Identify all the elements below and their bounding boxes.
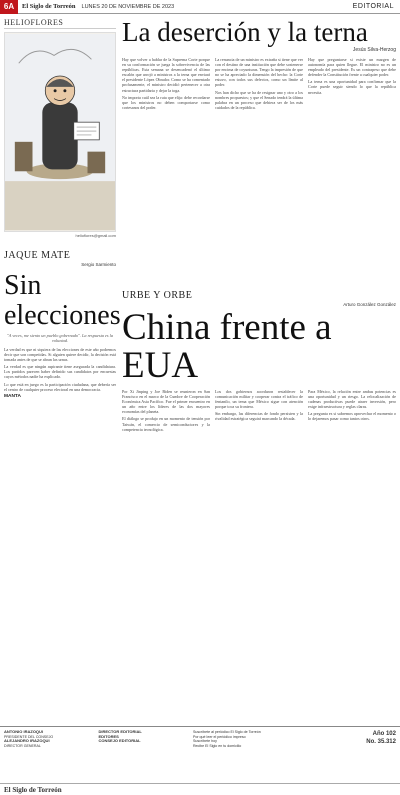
cartoon-credit: helioflores@gmail.com — [75, 233, 116, 238]
column-body — [122, 389, 396, 434]
footer-line: CONSEJO EDITORIAL — [98, 738, 141, 743]
page-number: 6A — [0, 0, 18, 14]
subscription-benefit: Recibe El Siglo en tu domicilio — [192, 743, 242, 748]
footer-edition — [324, 730, 396, 778]
paragraph: Los dos gobiernos acordaron restablecer la comunicación militar y cooperar contra el tráfico de fentanilo, un tema que México sigue con atención porque toca su frontera. — [215, 389, 303, 410]
column-headline: China frente a EUA — [122, 307, 332, 386]
edition-number: No. 35.312 — [366, 739, 396, 745]
footer-editors — [98, 730, 188, 778]
paragraph: La pregunta es si sabremos aprovechar el momento o lo dejaremos pasar como tantos otros. — [308, 411, 396, 422]
footer-line: ALEJANDRO IRAZOQUI — [4, 738, 50, 743]
cartoon-kicker: HELIOFLORES — [4, 18, 116, 29]
subscription-benefit: Suscríbete hoy — [192, 739, 217, 744]
column-headline: Sin elecciones — [4, 270, 121, 331]
paragraph: La renuncia de un ministro es extraña si tiene que ver con el destino de una institución que debe sostenerse por encima de coyunturas. Tengo la impresión de que no se ha apreciado la dimensión del hecho: la Corte estuvo, con todos sus defectos, como un límite al poder. — [215, 57, 303, 88]
jaque-mate-column — [4, 250, 121, 399]
editorial-column-1 — [122, 57, 210, 112]
footer-line: DIRECTOR EDITORIAL — [98, 729, 142, 734]
footer-directory — [4, 730, 94, 778]
paragraph: El diálogo se produjo en un momento de tensión por Taiwán, el comercio de semiconductores y la competencia tecnológica. — [122, 416, 210, 432]
footer-subscription — [193, 730, 320, 778]
paragraph: Lo que está en juego es la participación ciudadana, que debería ser el centro de cualquier proceso electoral en una democracia. — [4, 381, 116, 392]
column-dek: "A veces, me siento un pueblo gobernado". La respuesta es la voluntad. — [6, 333, 113, 343]
column-body — [4, 347, 116, 392]
footer-line: PRESIDENTE DEL CONSEJO — [4, 734, 54, 739]
paragraph: La verdad es que ningún aspirante tiene asegurada la candidatura. Los partidos parecen haber definido sus candidatos por encuestas cuyos métodos nadie ha explicado. — [4, 364, 116, 380]
subscription-title: Suscríbete al periódico El Siglo de Torreón — [192, 730, 261, 734]
column-title: JAQUE MATE — [4, 250, 71, 261]
footer-line: EDITORES — [98, 733, 119, 739]
section-label: EDITORIAL — [352, 3, 394, 10]
editorial-headline: La deserción y la terna — [122, 17, 368, 47]
footer-line: ANTONIO IRAZOQUI — [4, 729, 44, 734]
paragraph: La verdad es que ni siquiera de las elecciones de este año podremos decir que son competidas. Si alguien quiere decidir, la decisión está tomada antes de que se abran las urnas. — [4, 347, 116, 363]
paragraph: Hay que volver a hablar de la Suprema Corte porque en su conformación se juega la sobrevivencia de las repúblicas. Esta semana se desencadenó el último escalón que arrojó a ministros a la terna que enviará el presidente López Obrador. Como se ha comentado profusamente, el ministro decidió pertenecer a otra estructura partidaria y dejar la toga. — [122, 57, 210, 93]
editorial-article — [122, 18, 396, 112]
date: LUNES 20 DE NOVIEMBRE DE 2023 — [81, 3, 175, 10]
paragraph: Para México, la relación entre ambas potencias es una oportunidad y un riesgo. La relocalización de cadenas productivas puede atraer inversión, pero exige infraestructura y reglas claras. — [308, 389, 396, 410]
paragraph: No importa cuál sea la ruta que elija: debe recordarse que los ministros no deben comportarse como cortesanos del poder. — [122, 94, 210, 110]
column-author: Sergio Sarmiento — [81, 262, 116, 267]
footer-brand: El Siglo de Torreón — [4, 785, 62, 794]
cartoon-section — [4, 18, 116, 238]
masthead: El Siglo de Torreón — [22, 3, 76, 10]
paragraph: Por Xi Jinping y Joe Biden se reunieron en San Francisco en el marco de la Cumbre de Cooperación Económica Asia Pacífico. Fue el primer encuentro en un año entre los líderes de las dos mayores economías del planeta. — [122, 389, 210, 415]
footer-content — [0, 727, 400, 781]
page-header — [0, 0, 400, 14]
subscription-benefit: Por qué leer el periódico impreso — [192, 734, 246, 739]
footer-line: DIRECTOR GENERAL — [4, 743, 41, 748]
paragraph: Sin embargo, las diferencias de fondo persisten y la rivalidad estratégica seguirá marcando la década. — [215, 411, 303, 422]
paragraph: La terna es una oportunidad para confirmar que la Corte puede seguir siendo lo que la república necesita. — [308, 79, 396, 95]
editorial-byline: Jesús Silva-Herzog — [352, 47, 396, 53]
cartoon-illustration — [5, 33, 115, 231]
urbe-column-3 — [308, 389, 396, 434]
footer-brand-bar — [0, 783, 400, 795]
paragraph: Hay que preguntarse si existe un margen de autonomía para quien llegue. El ministro no es un empleado del presidente. Es un contrapeso que debe defender la Constitución frente a cualquier poder. — [308, 57, 396, 78]
paragraph: Nos han dicho que se ha de resignar uno y otro a los nombres propuestos; y que el Senado tendrá la última palabra en un proceso que debiera ser de los más cuidados de la república. — [215, 89, 303, 110]
editorial-column-3 — [308, 57, 396, 112]
edition-year: Año 102 — [372, 731, 396, 737]
urbe-orbe-column — [122, 290, 396, 434]
editorial-cartoon — [4, 32, 116, 232]
urbe-column-1 — [122, 389, 210, 434]
page-footer — [0, 726, 400, 795]
column-author: Arturo González González — [343, 302, 396, 307]
urbe-column-2 — [215, 389, 303, 434]
editorial-column-2 — [215, 57, 303, 112]
manta-label: MANTA — [4, 393, 21, 399]
column-title: URBE Y ORBE — [122, 290, 193, 301]
editorial-body — [122, 57, 396, 112]
